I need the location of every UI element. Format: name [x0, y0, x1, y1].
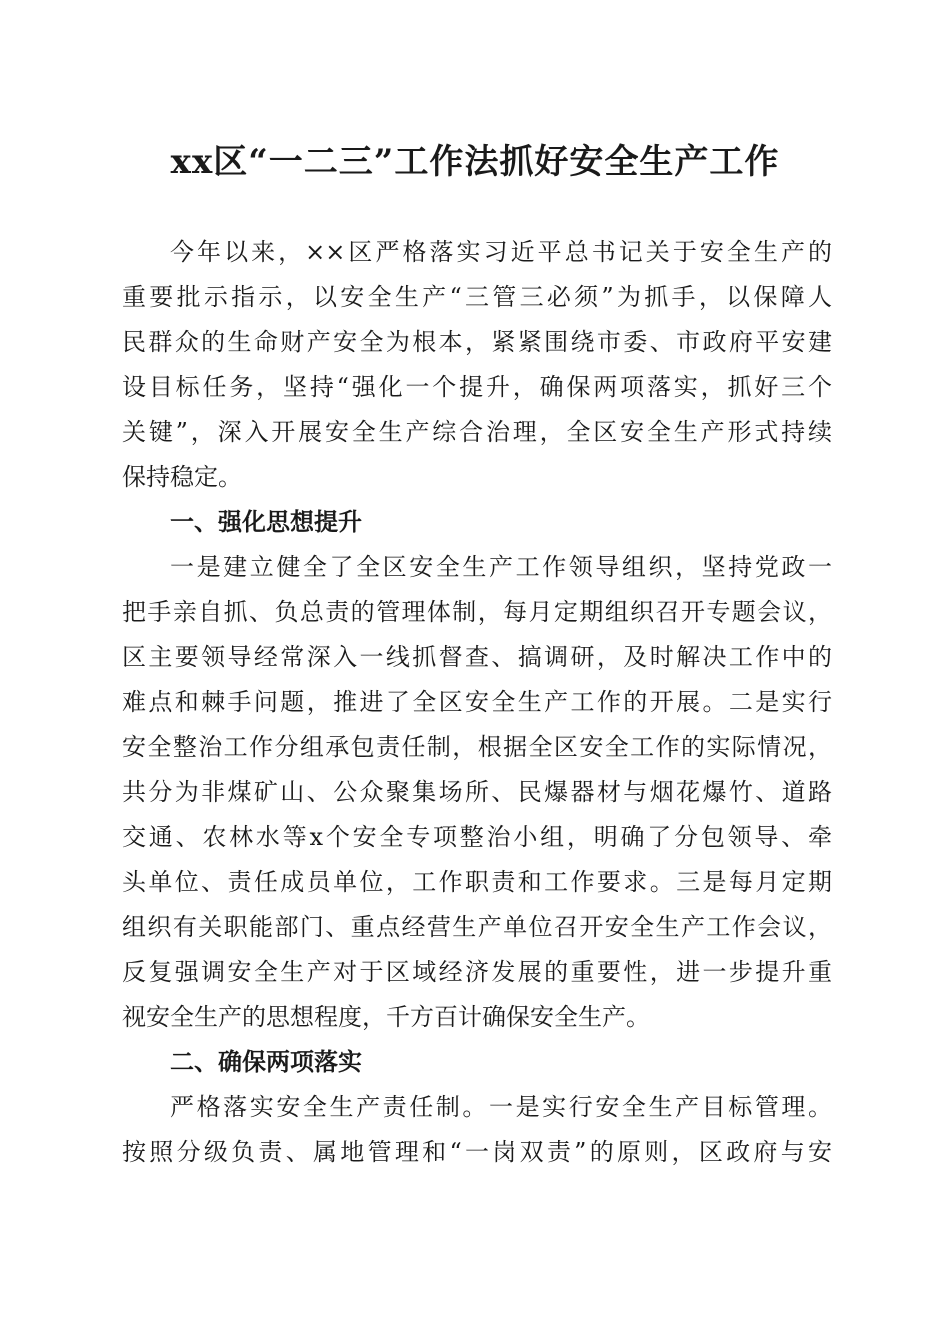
section1-line: 把手亲自抓、负总责的管理体制，每月定期组织召开专题会议，	[122, 598, 832, 626]
document-title: xx区“一二三”工作法抓好安全生产工作	[170, 142, 780, 182]
intro-line: 关键”，深入开展安全生产综合治理，全区安全生产形式持续	[122, 418, 832, 446]
intro-line: 设目标任务，坚持“强化一个提升，确保两项落实，抓好三个	[122, 373, 832, 401]
section1-line: 安全整治工作分组承包责任制，根据全区安全工作的实际情况，	[122, 733, 832, 761]
section1-line: 难点和棘手问题，推进了全区安全生产工作的开展。二是实行	[122, 688, 832, 716]
section1-line: 视安全生产的思想程度，千方百计确保安全生产。	[122, 1003, 650, 1031]
section1-line: 共分为非煤矿山、公众聚集场所、民爆器材与烟花爆竹、道路	[122, 778, 832, 806]
section1-line: 区主要领导经常深入一线抓督查、搞调研，及时解决工作中的	[122, 643, 832, 671]
section1-line: 交通、农林水等x个安全专项整治小组，明确了分包领导、牵	[122, 823, 832, 851]
section2-line: 严格落实安全生产责任制。一是实行安全生产目标管理。	[170, 1093, 832, 1121]
section1-line: 一是建立健全了全区安全生产工作领导组织，坚持党政一	[170, 553, 832, 581]
section1-line: 反复强调安全生产对于区域经济发展的重要性，进一步提升重	[122, 958, 832, 986]
section2-line: 按照分级负责、属地管理和“一岗双责”的原则，区政府与安	[122, 1138, 832, 1166]
intro-line: 保持稳定。	[122, 463, 242, 491]
section1-line: 组织有关职能部门、重点经营生产单位召开安全生产工作会议，	[122, 913, 832, 941]
section1-line: 头单位、责任成员单位，工作职责和工作要求。三是每月定期	[122, 868, 832, 896]
intro-line: 今年以来，××区严格落实习近平总书记关于安全生产的	[170, 238, 832, 266]
section-heading-1: 一、强化思想提升	[170, 508, 362, 536]
section-heading-2: 二、确保两项落实	[170, 1048, 362, 1076]
intro-line: 重要批示指示，以安全生产“三管三必须”为抓手，以保障人	[122, 283, 832, 311]
intro-line: 民群众的生命财产安全为根本，紧紧围绕市委、市政府平安建	[122, 328, 832, 356]
